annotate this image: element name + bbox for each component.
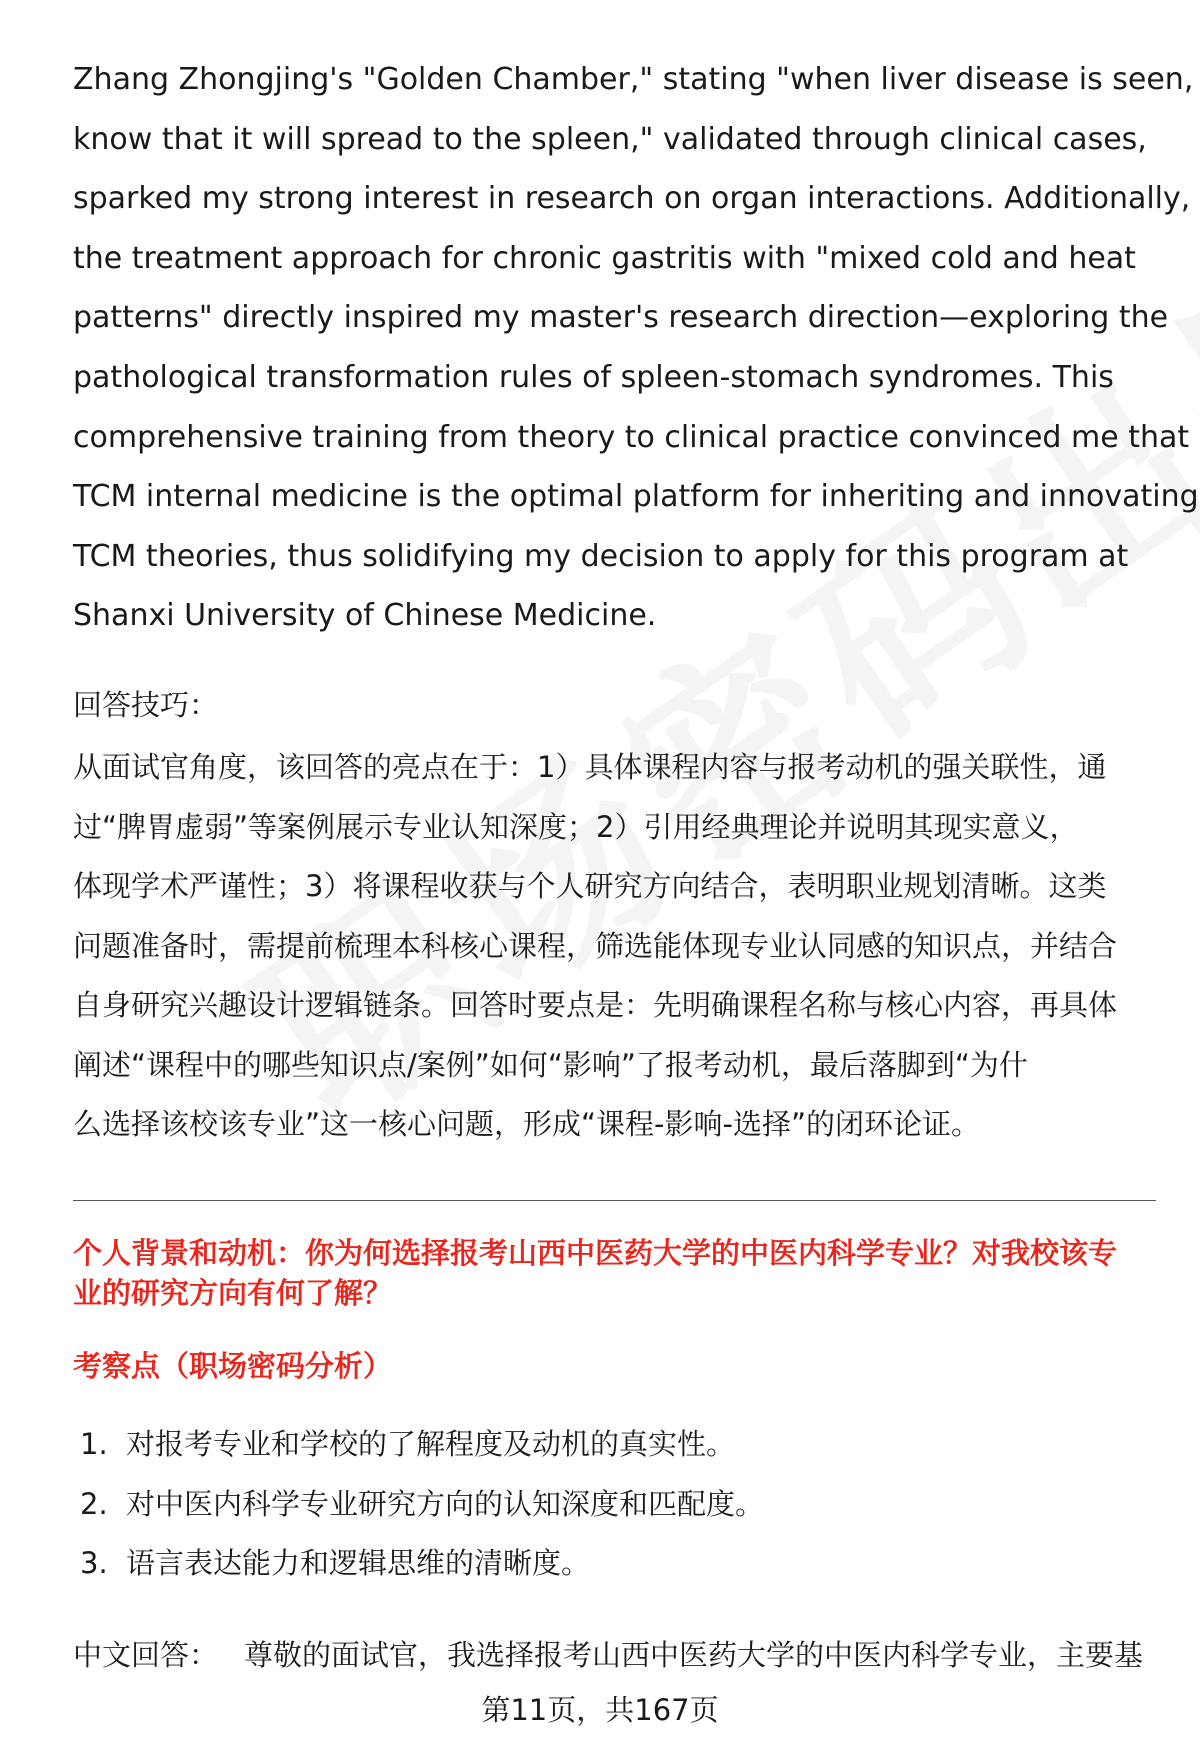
english-answer-line: TCM internal medicine is the optimal platform for inheriting and innovating bbox=[73, 479, 1199, 515]
tips-line: 体现学术严谨性；3）将课程收获与个人研究方向结合，表明职业规划清晰。这类 bbox=[73, 869, 1107, 903]
english-answer-line: TCM theories, thus solidifying my decision to apply for this program at bbox=[73, 538, 1129, 574]
tips-line: 么选择该校该专业”这一核心问题，形成“课程-影响-选择”的闭环论证。 bbox=[73, 1107, 981, 1141]
question-line: 业的研究方向有何了解？ bbox=[73, 1276, 393, 1310]
english-answer-line: Zhang Zhongjing's "Golden Chamber," stating "when liver disease is seen, bbox=[73, 62, 1194, 97]
list-item-number: 2. bbox=[80, 1486, 108, 1521]
tips-line: 阐述“课程中的哪些知识点/案例”如何“影响”了报考动机，最后落脚到“为什 bbox=[73, 1047, 1028, 1082]
list-item-number: 1. bbox=[80, 1427, 108, 1461]
tips-paragraph bbox=[73, 738, 1143, 1155]
tips-line: 过“脾胃虚弱”等案例展示专业认知深度；2）引用经典理论并说明其现实意义， bbox=[73, 809, 1079, 844]
english-answer-line: the treatment approach for chronic gastritis with "mixed cold and heat bbox=[73, 240, 1136, 276]
question-line: 个人背景和动机：你为何选择报考山西中医药大学的中医内科学专业？对我校该专 bbox=[73, 1236, 1118, 1270]
chinese-answer-text: 尊敬的面试官，我选择报考山西中医药大学的中医内科学专业，主要基 bbox=[244, 1638, 1144, 1672]
assessment-title: 考察点（职场密码分析） bbox=[73, 1349, 393, 1383]
question-heading bbox=[73, 1233, 1163, 1313]
list-item-text: 对报考专业和学校的了解程度及动机的真实性。 bbox=[126, 1427, 736, 1461]
section-divider bbox=[73, 1200, 1156, 1201]
list-item bbox=[80, 1541, 764, 1601]
english-answer-line: patterns" directly inspired my master's research direction—exploring the bbox=[73, 300, 1169, 336]
english-answer-line: pathological transformation rules of spleen-stomach syndromes. This bbox=[73, 359, 1114, 395]
tips-label: 回答技巧： bbox=[73, 688, 219, 722]
page-number: 第11页，共167页 bbox=[481, 1693, 719, 1727]
english-answer-line: Shanxi University of Chinese Medicine. bbox=[73, 598, 657, 634]
chinese-answer-line bbox=[73, 1633, 1143, 1677]
tips-line: 问题准备时，需提前梳理本科核心课程，筛选能体现专业认同感的知识点，并结合 bbox=[73, 928, 1118, 963]
list-item-text: 语言表达能力和逻辑思维的清晰度。 bbox=[126, 1546, 591, 1580]
english-answer-line: know that it will spread to the spleen," validated through clinical cases, bbox=[73, 121, 1147, 157]
tips-line: 自身研究兴趣设计逻辑链条。回答时要点是：先明确课程名称与核心内容，再具体 bbox=[73, 988, 1118, 1022]
assessment-points-list bbox=[80, 1422, 764, 1601]
list-item-number: 3. bbox=[80, 1546, 108, 1580]
english-answer-line: comprehensive training from theory to clinical practice convinced me that bbox=[73, 419, 1190, 455]
list-item-text: 对中医内科学专业研究方向的认知深度和匹配度。 bbox=[126, 1486, 765, 1521]
list-item bbox=[80, 1482, 764, 1542]
chinese-answer-label: 中文回答： bbox=[73, 1638, 219, 1672]
english-answer-paragraph bbox=[73, 50, 1199, 646]
tips-line: 从面试官角度，该回答的亮点在于：1）具体课程内容与报考动机的强关联性，通 bbox=[73, 750, 1107, 784]
list-item bbox=[80, 1422, 764, 1482]
english-answer-line: sparked my strong interest in research on organ interactions. Additionally, bbox=[73, 181, 1191, 217]
